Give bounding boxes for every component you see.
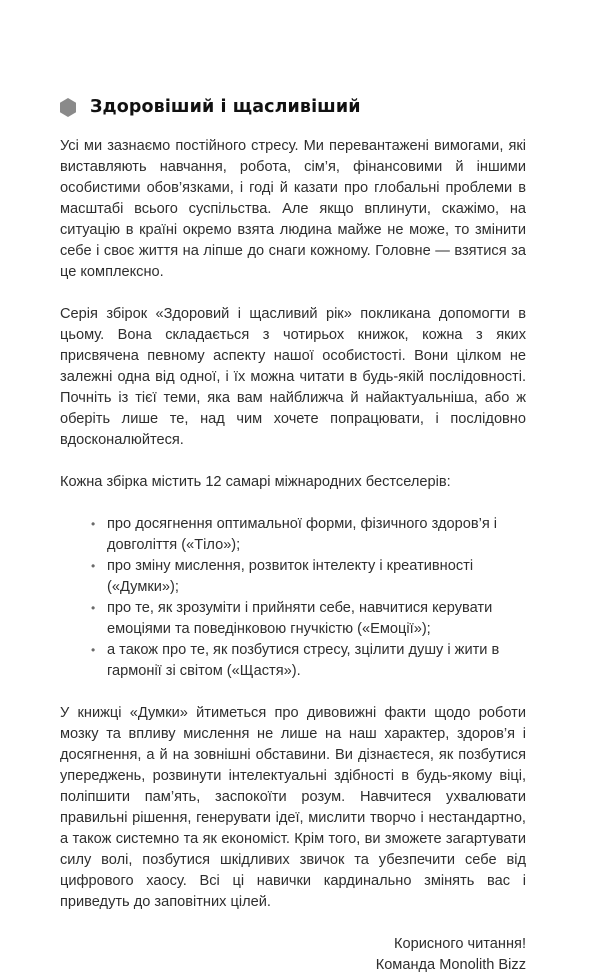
document-page xyxy=(60,92,526,976)
bullet-icon: • xyxy=(91,643,96,657)
list-item xyxy=(60,598,526,640)
section-heading xyxy=(60,92,526,122)
collections-list xyxy=(60,514,526,682)
list-item xyxy=(60,556,526,598)
bullet-icon: • xyxy=(91,517,96,531)
list-item-text: про досягнення оптимальної форми, фізичного здоров’я і довголіття («Тіло»); xyxy=(107,516,498,553)
bullet-icon: • xyxy=(91,601,96,615)
list-item-text: а також про те, як позбутися стресу, зцілити душу і жити в гармонії зі світом («Щастя»). xyxy=(107,642,500,679)
hexagon-icon xyxy=(60,98,76,117)
signoff-greeting: Корисного читання! xyxy=(394,936,526,952)
intro-paragraph: Усі ми зазнаємо постійного стресу. Ми перевантажені вимогами, які виставляють навчання, робота, сім’я, фінансовими й іншими особистими обов’язками, і годі й казати про глобальні проблеми в масштабі всього суспільства. Але якщо вплинути, скажімо, на ситуацію в країні окремо взята людина майже не може, то змінити себе і своє життя на ліпше до снаги кожному. Головне — взятися за це комплексно. xyxy=(60,138,526,280)
signoff-team: Команда Monolith Bizz xyxy=(375,957,526,973)
list-item-text: про зміну мислення, розвиток інтелекту і креативності («Думки»); xyxy=(107,558,474,595)
series-paragraph: Серія збірок «Здоровий і щасливий рік» покликана допомогти в цьому. Вона складається з чотирьох книжок, кожна з яких присвячена певному аспекту нашої особистості. Вони цілком не залежні одна від одної, і їх можна читати в будь-якій послідовності. Почніть із тієї теми, яка вам найближча й найактуальніша, або ж оберіть лише те, над чим хочете попрацювати, і послідовно вдосконалюйтеся. xyxy=(60,306,526,448)
section-title: Здоровіший і щасливіший xyxy=(90,97,361,117)
bullet-icon: • xyxy=(91,559,96,573)
closing-paragraph: У книжці «Думки» йтиметься про дивовижні факти щодо роботи мозку та впливу мислення не лише на наш характер, здоров’я і досягнення, а й на зовнішні обставини. Ви дізнаєтеся, як позбутися упереджень, розвинути інтелектуальні здібності в будь-якому віці, поліпшити пам’ять, заспокоїти розум. Навчитеся ухвалювати правильні рішення, генерувати ідеї, мислити творчо і нестандартно, а також системно та як економіст. Крім того, ви зможете загартувати силу волі, позбутися шкідливих звичок та убезпечити себе від цифрового хаосу. Всі ці навички кардинально змінять вас і приведуть до заповітних цілей. xyxy=(60,705,526,910)
list-intro-paragraph: Кожна збірка містить 12 самарі міжнародних бестселерів: xyxy=(60,474,451,490)
list-item xyxy=(60,640,526,682)
signoff xyxy=(60,934,526,976)
list-item-text: про те, як зрозуміти і прийняти себе, навчитися керувати емоціями та поведінковою гнучкістю («Емоції»); xyxy=(107,600,493,637)
list-item xyxy=(60,514,526,556)
